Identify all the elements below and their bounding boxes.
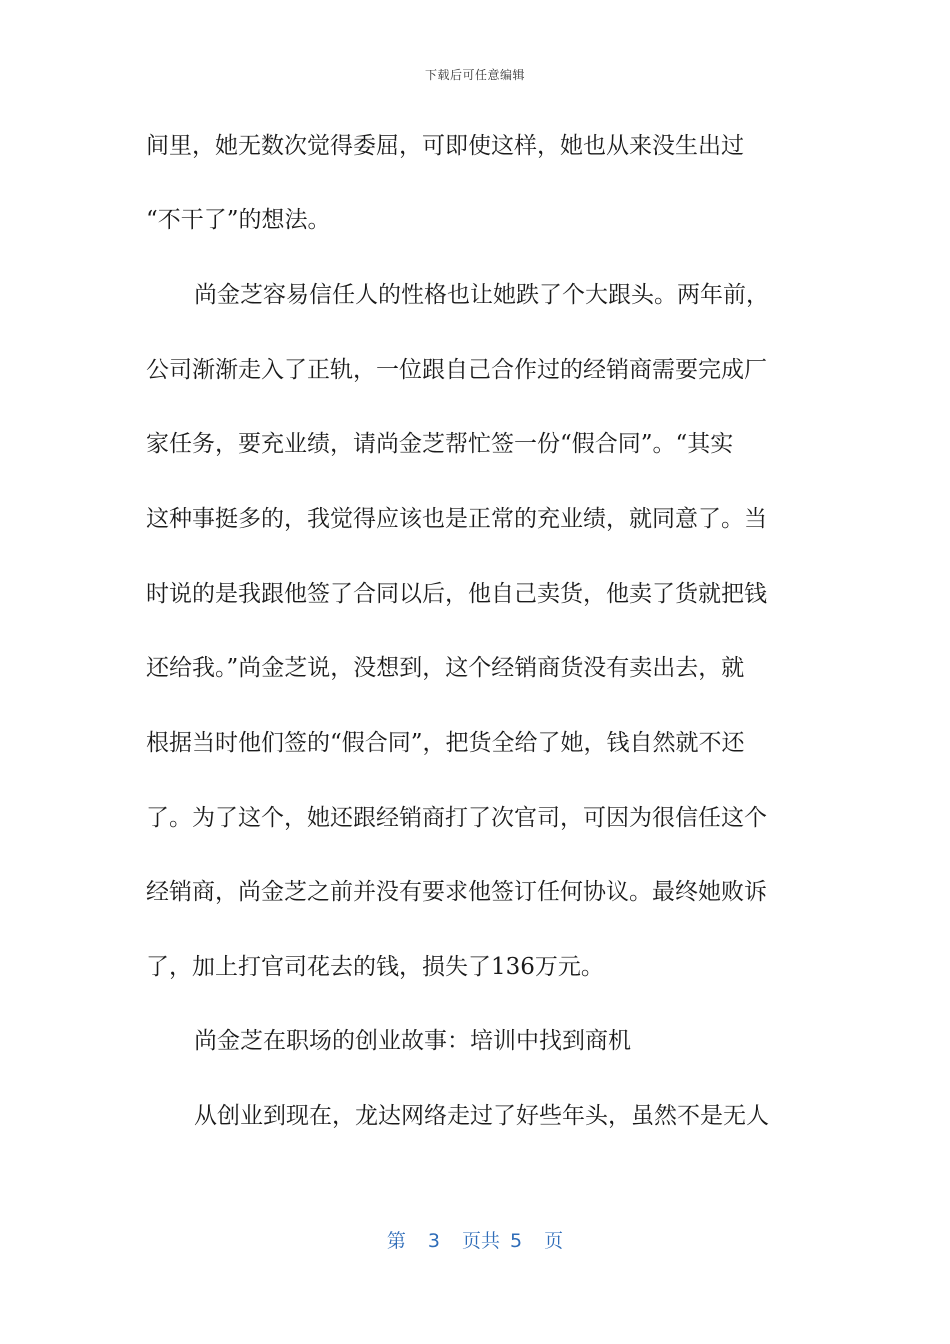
paragraph-line: 了，加上打官司花去的钱，损失了136万元。 xyxy=(146,954,604,980)
paragraph-line: 间里，她无数次觉得委屈，可即使这样，她也从来没生出过 xyxy=(146,133,744,159)
paragraph-line: 家任务，要充业绩，请尚金芝帮忙签一份“假合同”。“其实 xyxy=(146,431,734,457)
paragraph-line: 还给我。”尚金芝说，没想到，这个经销商货没有卖出去，就 xyxy=(146,655,745,681)
page-number-footer xyxy=(0,1226,950,1253)
paragraph-line: 经销商，尚金芝之前并没有要求他签订任何协议。最终她败诉 xyxy=(146,879,767,905)
page-header: 下载后可任意编辑 xyxy=(424,68,525,82)
paragraph-line: 公司渐渐走入了正轨，一位跟自己合作过的经销商需要完成厂 xyxy=(146,357,767,383)
footer-total-pages: 5 xyxy=(510,1230,523,1252)
footer-total-label: 页共 xyxy=(461,1230,500,1252)
paragraph-line: “不干了”的想法。 xyxy=(146,207,331,233)
paragraph-line: 根据当时他们签的“假合同”，把货全给了她，钱自然就不还 xyxy=(146,730,745,756)
footer-page-suffix: 页 xyxy=(544,1230,564,1252)
footer-page-label: 第 xyxy=(386,1230,406,1252)
footer-current-page: 3 xyxy=(427,1230,440,1252)
paragraph-line: 时说的是我跟他签了合同以后，他自己卖货，他卖了货就把钱 xyxy=(146,581,767,607)
paragraph-line: 尚金芝容易信任人的性格也让她跌了个大跟头。两年前， xyxy=(194,282,769,308)
section-heading: 尚金芝在职场的创业故事：培训中找到商机 xyxy=(194,1028,631,1054)
paragraph-line: 从创业到现在，龙达网络走过了好些年头，虽然不是无人 xyxy=(194,1103,769,1129)
paragraph-line: 这种事挺多的，我觉得应该也是正常的充业绩，就同意了。当 xyxy=(146,506,767,532)
paragraph-line: 了。为了这个，她还跟经销商打了次官司，可因为很信任这个 xyxy=(146,805,767,831)
